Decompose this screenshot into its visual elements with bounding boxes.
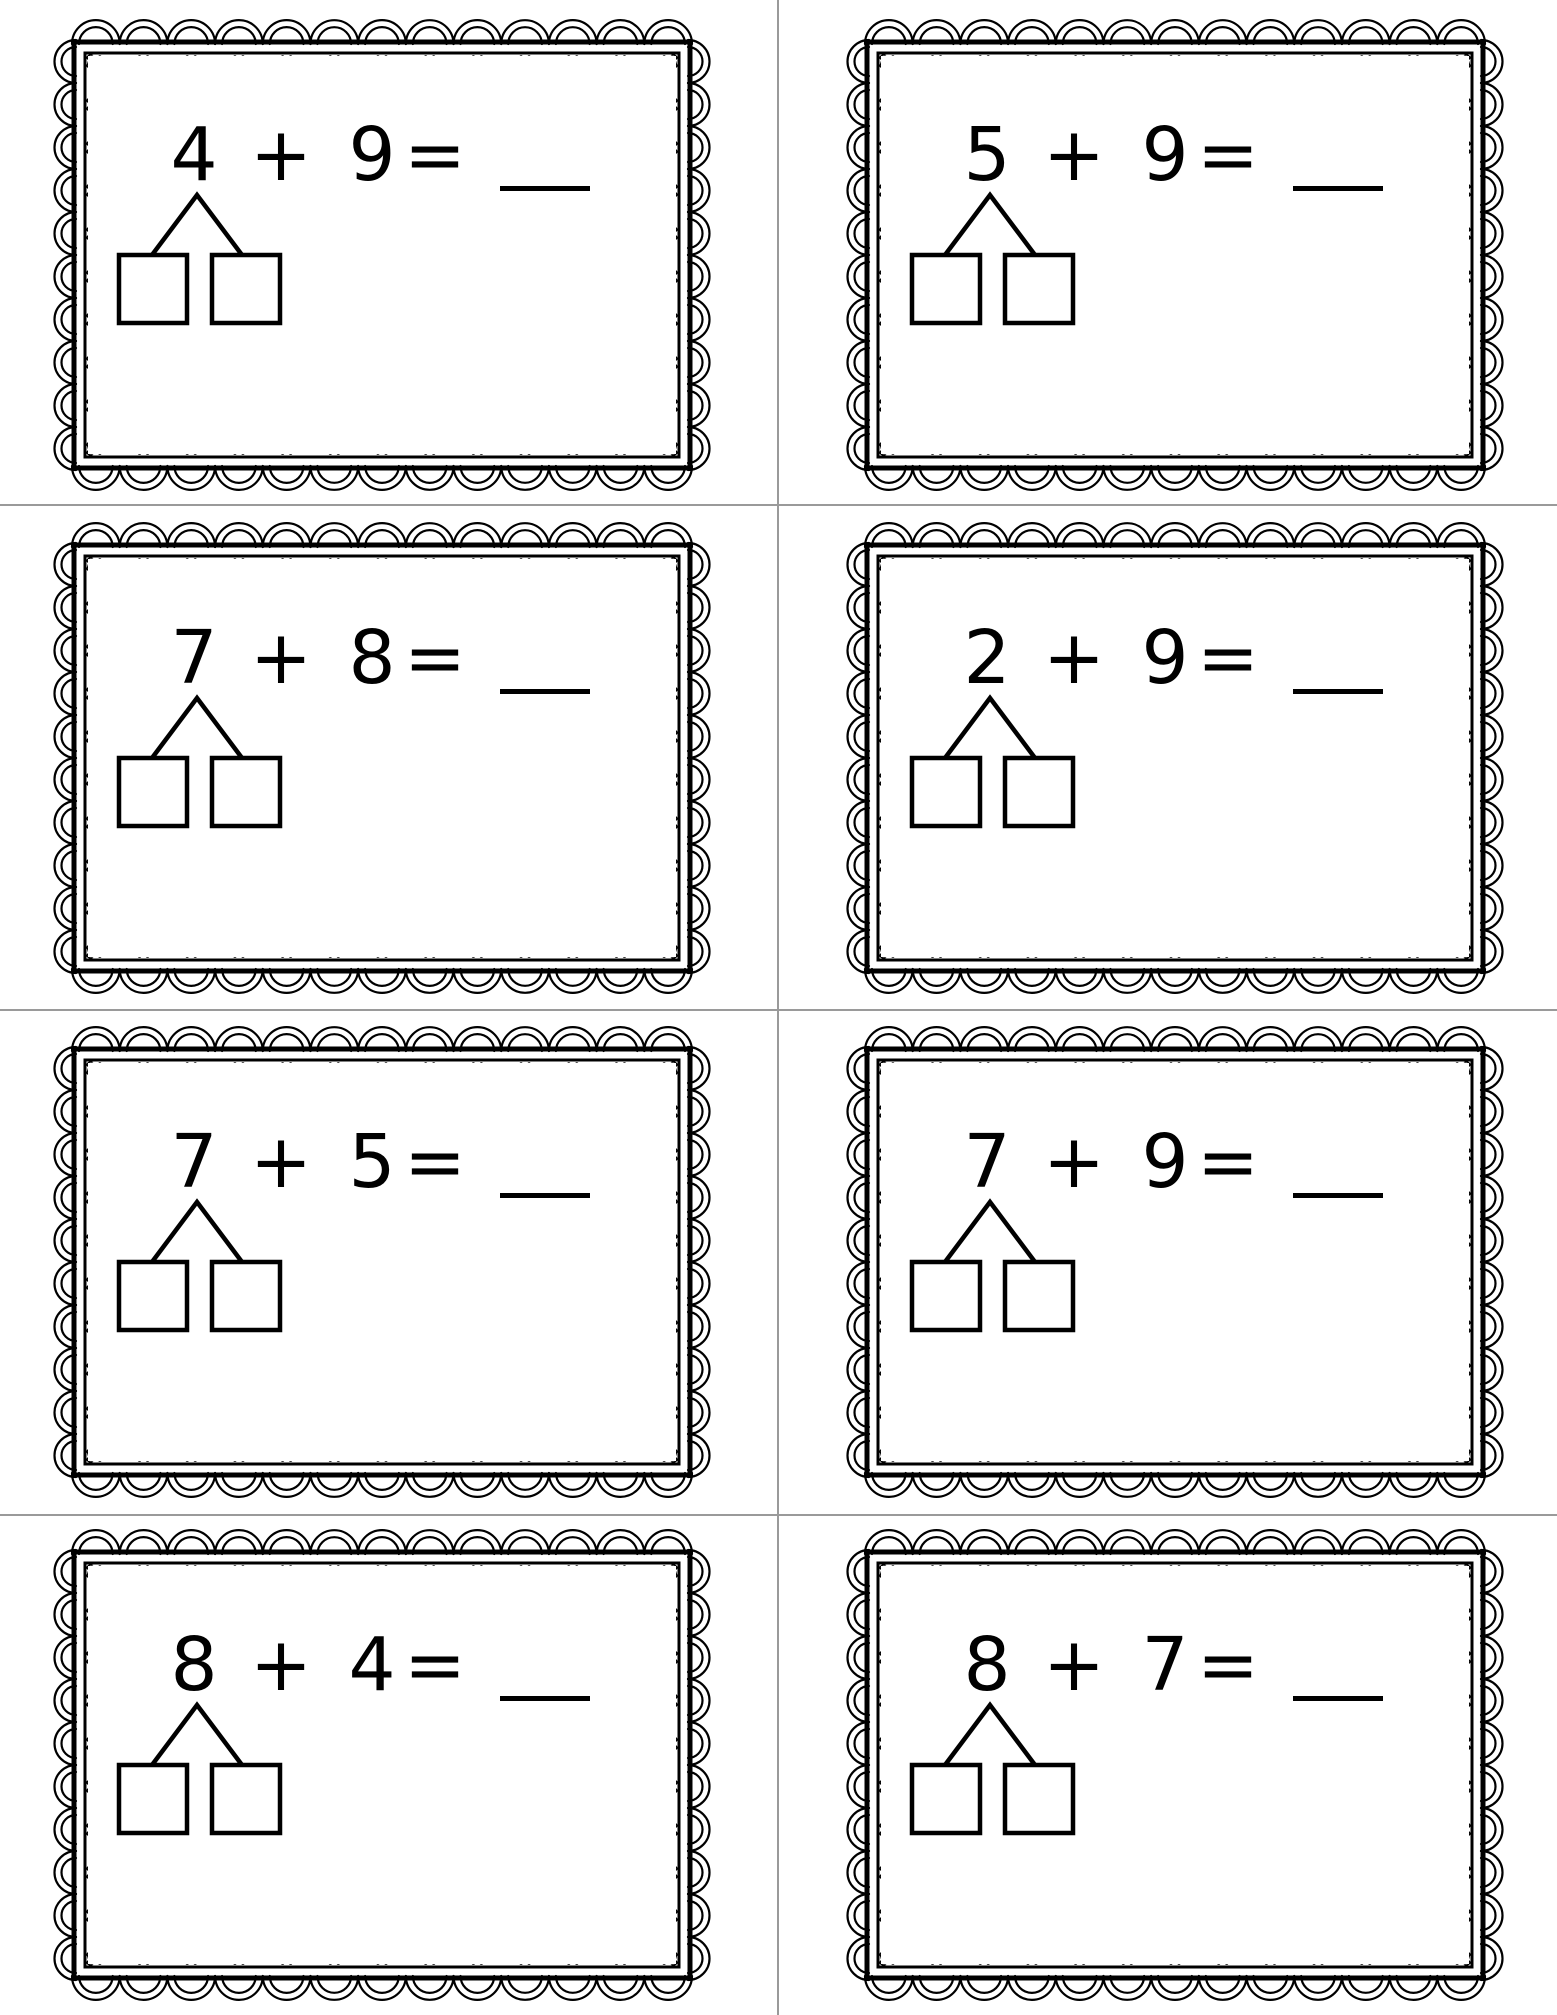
number-bond-card	[52, 20, 712, 490]
addend-two: 9	[1141, 615, 1189, 701]
bond-branch	[152, 195, 242, 255]
number-bond-card	[52, 1027, 712, 1497]
number-bond	[900, 185, 1090, 335]
addend-one: 4	[170, 112, 218, 198]
equals-sign: =	[404, 112, 467, 198]
bond-box-right[interactable]	[212, 1765, 280, 1833]
number-bond	[107, 1192, 297, 1342]
bond-box-left[interactable]	[119, 758, 187, 826]
vertical-cut-line	[777, 0, 779, 2015]
addend-one: 7	[963, 1119, 1011, 1205]
addend-one: 2	[963, 615, 1011, 701]
plus-sign: +	[250, 1622, 313, 1708]
number-bond	[107, 1695, 297, 1845]
number-bond	[107, 185, 297, 335]
addend-two: 9	[1141, 112, 1189, 198]
horizontal-cut-line	[0, 1009, 1557, 1011]
addend-one: 5	[963, 112, 1011, 198]
addend-one: 7	[170, 615, 218, 701]
answer-blank[interactable]	[1293, 1193, 1383, 1198]
answer-blank[interactable]	[1293, 186, 1383, 191]
equals-sign: =	[1197, 615, 1260, 701]
bond-box-left[interactable]	[912, 1262, 980, 1330]
plus-sign: +	[1043, 112, 1106, 198]
equals-sign: =	[1197, 112, 1260, 198]
plus-sign: +	[250, 1119, 313, 1205]
addend-two: 7	[1141, 1622, 1189, 1708]
bond-branch	[152, 698, 242, 758]
number-bond	[900, 1192, 1090, 1342]
answer-blank[interactable]	[1293, 689, 1383, 694]
number-bond	[107, 688, 297, 838]
number-bond-card	[845, 1027, 1505, 1497]
horizontal-cut-line	[0, 504, 1557, 506]
answer-blank[interactable]	[500, 1696, 590, 1701]
bond-box-left[interactable]	[119, 255, 187, 323]
addend-one: 7	[170, 1119, 218, 1205]
horizontal-cut-line	[0, 1514, 1557, 1516]
number-bond-card	[845, 20, 1505, 490]
plus-sign: +	[250, 615, 313, 701]
equals-sign: =	[404, 615, 467, 701]
equals-sign: =	[1197, 1119, 1260, 1205]
equals-sign: =	[1197, 1622, 1260, 1708]
number-bond-card	[845, 523, 1505, 993]
answer-blank[interactable]	[500, 1193, 590, 1198]
bond-box-left[interactable]	[912, 758, 980, 826]
answer-blank[interactable]	[1293, 1696, 1383, 1701]
bond-box-right[interactable]	[212, 1262, 280, 1330]
bond-box-right[interactable]	[1005, 758, 1073, 826]
bond-box-left[interactable]	[912, 1765, 980, 1833]
bond-branch	[945, 1202, 1035, 1262]
bond-box-right[interactable]	[1005, 1765, 1073, 1833]
bond-branch	[945, 1705, 1035, 1765]
plus-sign: +	[1043, 1119, 1106, 1205]
answer-blank[interactable]	[500, 689, 590, 694]
bond-box-left[interactable]	[119, 1765, 187, 1833]
bond-branch	[945, 698, 1035, 758]
bond-box-right[interactable]	[1005, 1262, 1073, 1330]
addend-two: 4	[348, 1622, 396, 1708]
number-bond	[900, 1695, 1090, 1845]
addend-one: 8	[963, 1622, 1011, 1708]
bond-box-left[interactable]	[119, 1262, 187, 1330]
bond-branch	[945, 195, 1035, 255]
addend-two: 8	[348, 615, 396, 701]
equals-sign: =	[404, 1119, 467, 1205]
number-bond-card	[52, 523, 712, 993]
addend-one: 8	[170, 1622, 218, 1708]
number-bond-card	[845, 1530, 1505, 2000]
bond-branch	[152, 1202, 242, 1262]
bond-box-right[interactable]	[212, 255, 280, 323]
bond-box-left[interactable]	[912, 255, 980, 323]
number-bond-card	[52, 1530, 712, 2000]
plus-sign: +	[1043, 1622, 1106, 1708]
equals-sign: =	[404, 1622, 467, 1708]
addend-two: 9	[348, 112, 396, 198]
bond-box-right[interactable]	[1005, 255, 1073, 323]
plus-sign: +	[250, 112, 313, 198]
bond-branch	[152, 1705, 242, 1765]
answer-blank[interactable]	[500, 186, 590, 191]
plus-sign: +	[1043, 615, 1106, 701]
addend-two: 9	[1141, 1119, 1189, 1205]
number-bond	[900, 688, 1090, 838]
bond-box-right[interactable]	[212, 758, 280, 826]
addend-two: 5	[348, 1119, 396, 1205]
